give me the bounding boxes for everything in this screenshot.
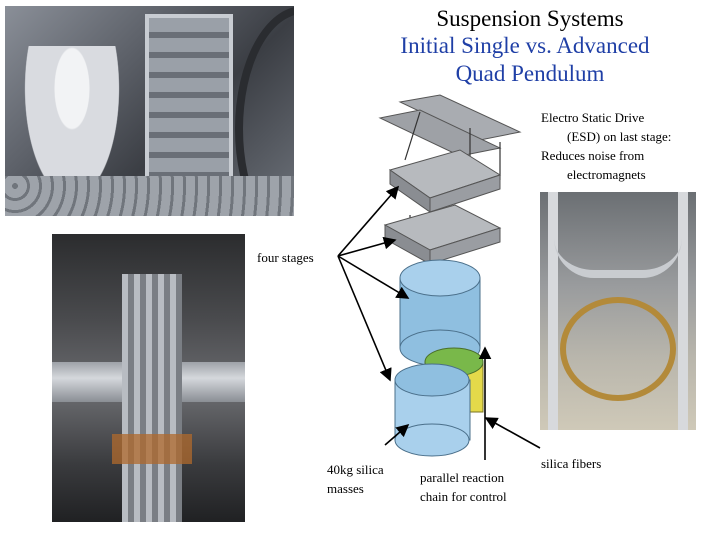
reaction-chain-label bbox=[420, 468, 540, 506]
masses-label bbox=[327, 460, 407, 498]
four-stages-label: four stages bbox=[257, 250, 314, 265]
slide-subtitle-line-2: Quad Pendulum bbox=[455, 61, 605, 86]
reaction-line-1: parallel reaction bbox=[420, 470, 505, 485]
slide-subtitle-line-1: Initial Single vs. Advanced bbox=[400, 33, 650, 58]
esd-line-1: Electro Static Drive bbox=[541, 110, 645, 125]
esd-annotation bbox=[541, 108, 720, 184]
stage-2-mass bbox=[385, 205, 500, 264]
slide-title: Suspension Systems bbox=[436, 6, 624, 31]
arrow-to-stage-4 bbox=[338, 256, 390, 380]
esd-line-4: electromagnets bbox=[567, 167, 646, 182]
esd-line-3: Reduces noise from bbox=[541, 148, 645, 163]
esd-line-2: (ESD) on last stage: bbox=[567, 129, 672, 144]
test-mass-blue bbox=[395, 364, 470, 456]
reaction-line-2: chain for control bbox=[420, 489, 507, 504]
arrow-to-fibers bbox=[486, 418, 540, 448]
arrow-to-stage-3 bbox=[338, 256, 408, 298]
masses-line-2: masses bbox=[327, 481, 364, 496]
arrow-to-stage-1 bbox=[338, 187, 398, 256]
stage-1-mass bbox=[390, 150, 500, 212]
silica-fibers-label: silica fibers bbox=[541, 456, 602, 471]
masses-line-1: 40kg silica bbox=[327, 462, 384, 477]
top-blades bbox=[380, 95, 520, 156]
arrow-to-stage-2 bbox=[338, 240, 395, 256]
